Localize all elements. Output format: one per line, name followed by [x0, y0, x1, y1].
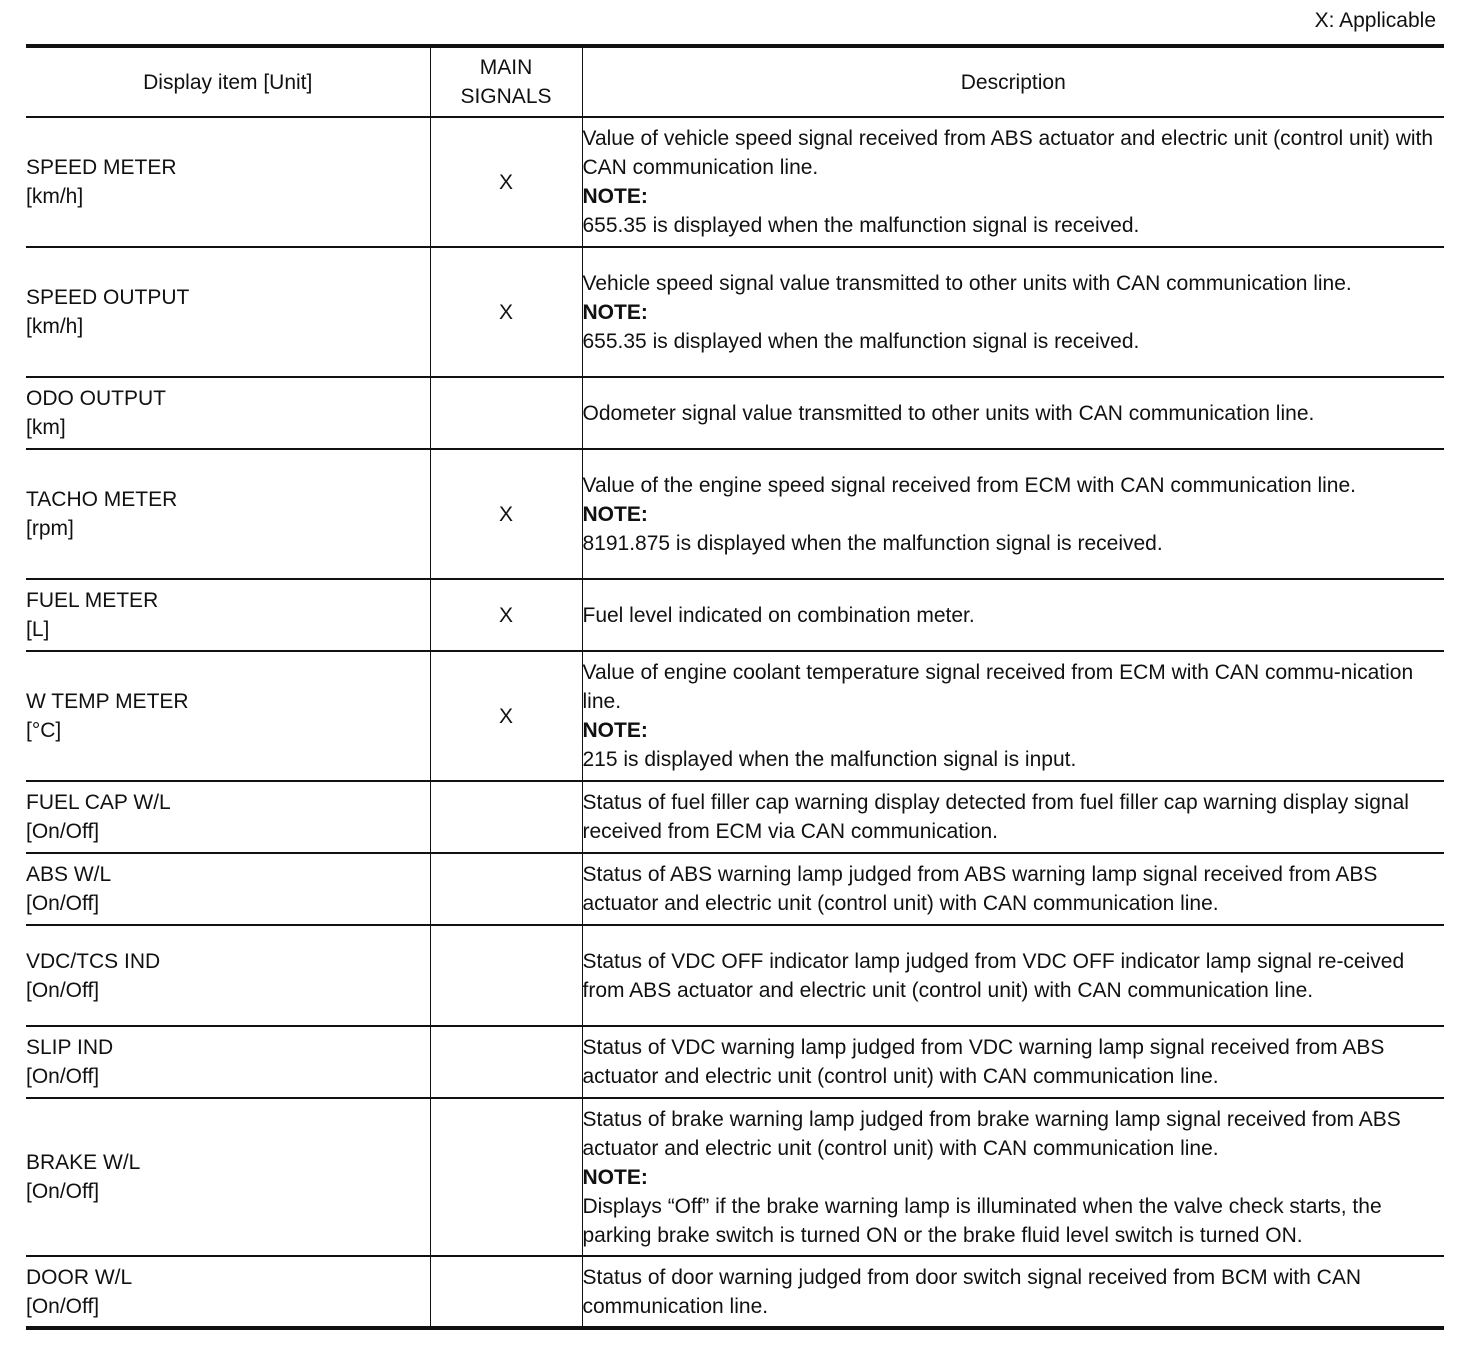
- main-signal-cell: X: [430, 117, 582, 247]
- display-item-cell: [26, 377, 430, 449]
- header-main-line2: SIGNALS: [460, 85, 552, 108]
- note-label: NOTE:: [582, 300, 648, 324]
- description-cell: [582, 853, 1444, 925]
- item-unit: [On/Off]: [26, 1180, 100, 1203]
- description-cell: [582, 377, 1444, 449]
- description-text: Status of door warning judged from door switch signal received from BCM with CAN communication line.: [582, 1265, 1361, 1318]
- display-item-cell: [26, 1098, 430, 1256]
- note-label: NOTE:: [582, 502, 648, 526]
- note-text: 655.35 is displayed when the malfunction signal is received.: [582, 329, 1140, 353]
- note-text: Displays “Off” if the brake warning lamp is illuminated when the valve check starts, the parking brake switch is turned ON or the brake fluid level switch is turned ON.: [582, 1194, 1382, 1247]
- header-main-signals: [430, 46, 582, 117]
- header-row: [26, 46, 1444, 117]
- note-label: NOTE:: [582, 1165, 648, 1189]
- table-row: [26, 1256, 1444, 1328]
- item-name: BRAKE W/L: [26, 1151, 141, 1174]
- display-item-cell: [26, 853, 430, 925]
- description-cell: [582, 449, 1444, 579]
- main-signal-cell: [430, 377, 582, 449]
- item-unit: [On/Off]: [26, 1065, 100, 1088]
- note-label: NOTE:: [582, 185, 648, 208]
- description-cell: [582, 1098, 1444, 1256]
- note-text: 8191.875 is displayed when the malfunction signal is received.: [582, 531, 1163, 555]
- item-name: SPEED OUTPUT: [26, 286, 190, 309]
- description-cell: [582, 651, 1444, 781]
- table-row: [26, 853, 1444, 925]
- table-body: [26, 117, 1444, 1328]
- description-text: Value of vehicle speed signal received from ABS actuator and electric unit (control unit) with CAN communication line.: [582, 127, 1434, 179]
- header-description: Description: [582, 46, 1444, 117]
- main-signal-cell: [430, 1026, 582, 1098]
- description-cell: [582, 1256, 1444, 1328]
- description-text: Value of the engine speed signal received from ECM with CAN communication line.: [582, 473, 1356, 497]
- item-unit: [On/Off]: [26, 892, 100, 915]
- item-unit: [L]: [26, 618, 50, 641]
- description-text: Status of ABS warning lamp judged from ABS warning lamp signal received from ABS actuator and electric unit (control unit) with CAN communication line.: [582, 863, 1378, 915]
- applicable-legend: X: Applicable: [1314, 9, 1436, 32]
- main-signal-cell: [430, 1098, 582, 1256]
- table-row: [26, 117, 1444, 247]
- item-name: FUEL METER: [26, 589, 159, 612]
- table-row: [26, 781, 1444, 853]
- item-unit: [rpm]: [26, 517, 74, 540]
- item-unit: [°C]: [26, 719, 62, 742]
- description-cell: [582, 1026, 1444, 1098]
- item-name: VDC/TCS IND: [26, 949, 161, 973]
- display-item-cell: [26, 925, 430, 1026]
- description-text: Fuel level indicated on combination meter.: [582, 603, 975, 627]
- item-unit: [km/h]: [26, 185, 84, 208]
- description-cell: [582, 117, 1444, 247]
- main-signal-cell: X: [430, 579, 582, 651]
- main-signal-cell: [430, 853, 582, 925]
- item-unit: [km/h]: [26, 315, 84, 338]
- item-name: TACHO METER: [26, 488, 178, 511]
- note-label: NOTE:: [582, 719, 648, 742]
- description-text: Value of engine coolant temperature signal received from ECM with CAN commu-nication line.: [582, 661, 1414, 713]
- display-item-table: [26, 44, 1444, 1330]
- item-name: SLIP IND: [26, 1036, 114, 1059]
- description-cell: [582, 247, 1444, 377]
- note-text: 215 is displayed when the malfunction signal is input.: [582, 748, 1077, 771]
- display-item-cell: [26, 117, 430, 247]
- display-item-cell: [26, 247, 430, 377]
- item-name: SPEED METER: [26, 156, 177, 179]
- description-text: Status of brake warning lamp judged from brake warning lamp signal received from ABS actuator and electric unit (control unit) with CAN communication line.: [582, 1107, 1401, 1160]
- header-main-line1: MAIN: [479, 56, 533, 79]
- main-signal-cell: [430, 925, 582, 1026]
- table-row: [26, 247, 1444, 377]
- header-display-item: Display item [Unit]: [26, 46, 430, 117]
- description-cell: [582, 781, 1444, 853]
- item-name: FUEL CAP W/L: [26, 791, 171, 814]
- description-cell: [582, 579, 1444, 651]
- item-name: ODO OUTPUT: [26, 387, 166, 410]
- table-row: [26, 579, 1444, 651]
- display-item-cell: [26, 1026, 430, 1098]
- description-text: Status of fuel filler cap warning display detected from fuel filler cap warning display signal received from ECM via CAN communication.: [582, 791, 1409, 843]
- item-unit: [On/Off]: [26, 1294, 100, 1318]
- table-row: [26, 925, 1444, 1026]
- main-signal-cell: [430, 1256, 582, 1328]
- display-item-cell: [26, 1256, 430, 1328]
- item-name: DOOR W/L: [26, 1265, 133, 1289]
- table-row: [26, 377, 1444, 449]
- description-text: Status of VDC warning lamp judged from VDC warning lamp signal received from ABS actuator and electric unit (control unit) with CAN communication line.: [582, 1036, 1385, 1088]
- description-text: Status of VDC OFF indicator lamp judged from VDC OFF indicator lamp signal re-ceived from ABS actuator and electric unit (control unit) with CAN communication line.: [582, 949, 1405, 1002]
- main-signal-cell: X: [430, 449, 582, 579]
- display-item-cell: [26, 449, 430, 579]
- table-header: [26, 46, 1444, 117]
- display-item-cell: [26, 651, 430, 781]
- display-item-cell: [26, 579, 430, 651]
- main-signal-cell: [430, 781, 582, 853]
- item-unit: [On/Off]: [26, 978, 100, 1002]
- item-name: ABS W/L: [26, 863, 112, 886]
- display-item-cell: [26, 781, 430, 853]
- table-row: [26, 1098, 1444, 1256]
- description-cell: [582, 925, 1444, 1026]
- table-row: [26, 449, 1444, 579]
- main-signal-cell: X: [430, 651, 582, 781]
- note-text: 655.35 is displayed when the malfunction signal is received.: [582, 214, 1140, 237]
- table-row: [26, 651, 1444, 781]
- description-text: Odometer signal value transmitted to other units with CAN communication line.: [582, 401, 1315, 425]
- table-row: [26, 1026, 1444, 1098]
- item-name: W TEMP METER: [26, 690, 189, 713]
- item-unit: [km]: [26, 416, 66, 439]
- item-unit: [On/Off]: [26, 820, 100, 843]
- description-text: Vehicle speed signal value transmitted to other units with CAN communication line.: [582, 271, 1352, 295]
- main-signal-cell: X: [430, 247, 582, 377]
